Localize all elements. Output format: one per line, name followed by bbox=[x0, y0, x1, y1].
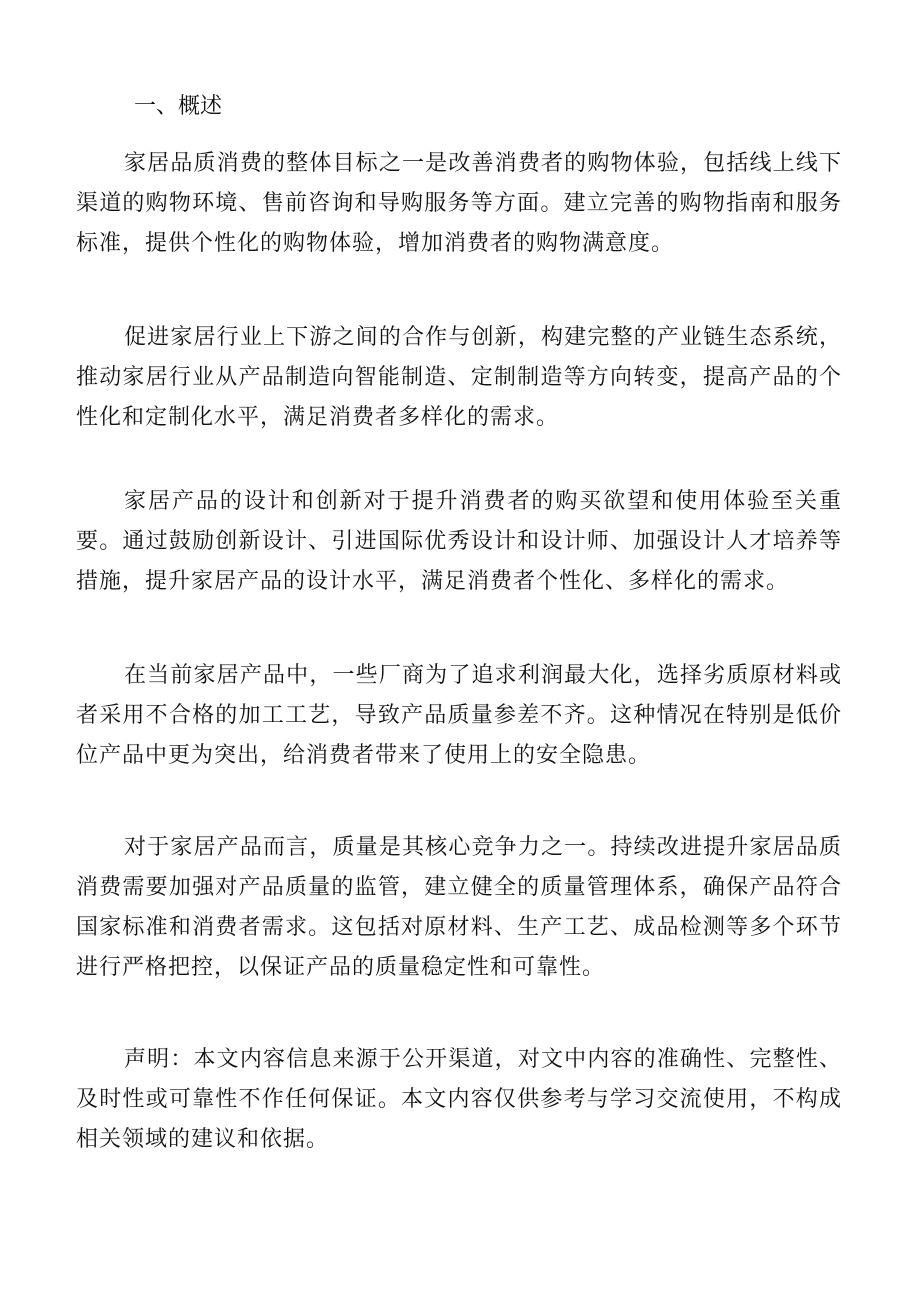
paragraph-industry-cooperation: 促进家居行业上下游之间的合作与创新，构建完整的产业链生态系统，推动家居行业从产品制造向智能制造、定制制造等方向转变，提高产品的个性化和定制化水平，满足消费者多样化的需求。 bbox=[76, 325, 842, 430]
paragraph-quality-supervision: 对于家居产品而言，质量是其核心竞争力之一。持续改进提升家居品质消费需要加强对产品质量的监管，建立健全的质量管理体系，确保产品符合国家标准和消费者需求。这包括对原材料、生产工艺、成品检测等多个环节进行严格把控，以保证产品的质量稳定性和可靠性。 bbox=[76, 835, 842, 980]
paragraph-design-innovation: 家居产品的设计和创新对于提升消费者的购买欲望和使用体验至关重要。通过鼓励创新设计、引进国际优秀设计和设计师、加强设计人才培养等措施，提升家居产品的设计水平，满足消费者个性化、多样化的需求。 bbox=[76, 489, 842, 594]
paragraph-quality-issues: 在当前家居产品中，一些厂商为了追求利润最大化，选择劣质原材料或者采用不合格的加工工艺，导致产品质量参差不齐。这种情况在特别是低价位产品中更为突出，给消费者带来了使用上的安全隐患。 bbox=[76, 663, 842, 768]
section-heading: 一、概述 bbox=[134, 94, 223, 119]
paragraph-disclaimer: 声明：本文内容信息来源于公开渠道，对文中内容的准确性、完整性、及时性或可靠性不作任何保证。本文内容仅供参考与学习交流使用，不构成相关领域的建议和依据。 bbox=[76, 1047, 842, 1152]
paragraph-shopping-experience: 家居品质消费的整体目标之一是改善消费者的购物体验，包括线上线下渠道的购物环境、售前咨询和导购服务等方面。建立完善的购物指南和服务标准，提供个性化的购物体验，增加消费者的购物满意度。 bbox=[76, 151, 842, 256]
